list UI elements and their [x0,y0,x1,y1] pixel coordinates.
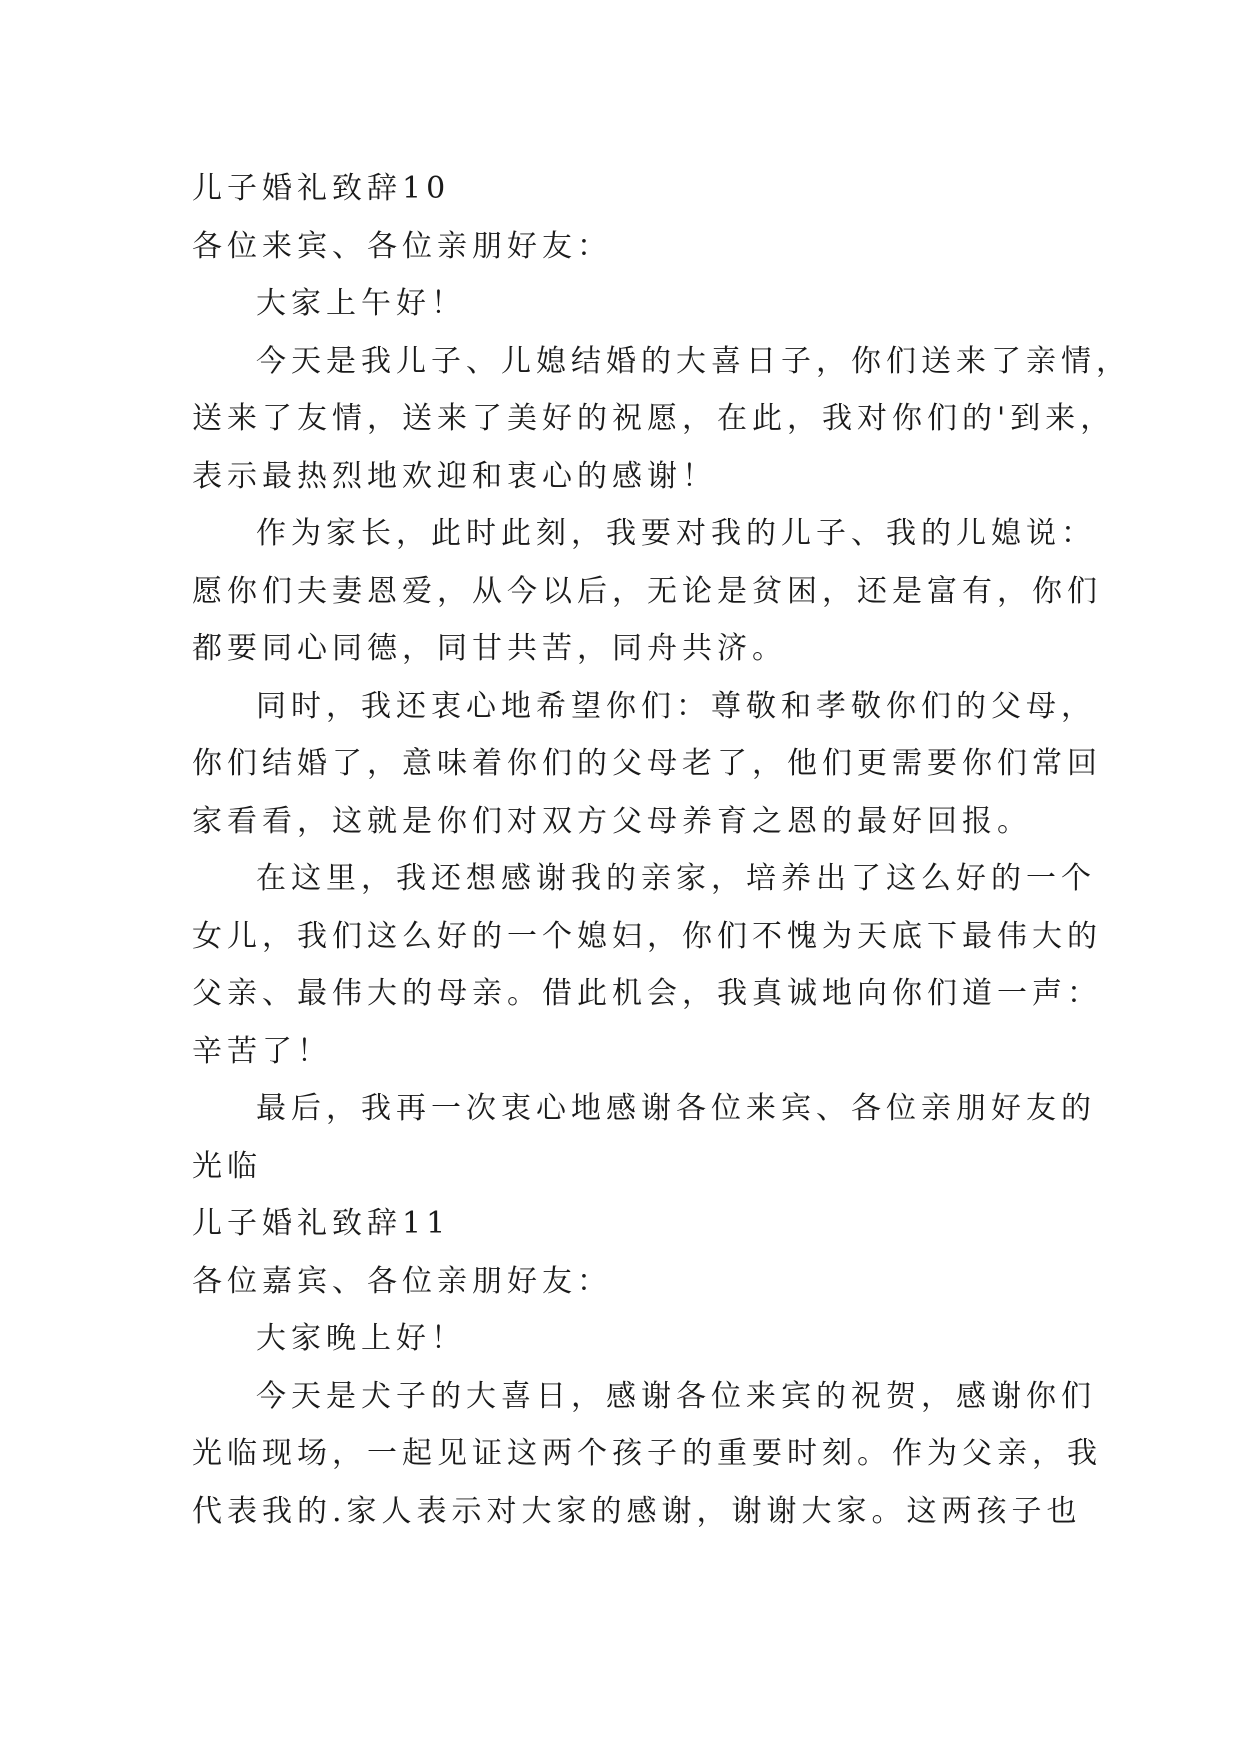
document-body [192,160,1131,1540]
paragraph-line: 你们结婚了，意味着你们的父母老了，他们更需要你们常回 [192,746,1102,781]
paragraph-line: 表示最热烈地欢迎和衷心的感谢！ [192,458,717,494]
paragraph-line: 光临 [192,1148,262,1184]
paragraph-line: 今天是我儿子、儿媳结婚的大喜日子，你们送来了亲情， [256,343,1131,379]
greeting: 大家晚上好！ [256,1321,466,1356]
paragraph-line: 女儿，我们这么好的一个媳妇，你们不愧为天底下最伟大的 [192,918,1102,954]
paragraph-line: 最后，我再一次衷心地感谢各位来宾、各位亲朋好友的 [256,1091,1096,1126]
salutation: 各位嘉宾、各位亲朋好友： [192,1263,612,1299]
section-title-11: 儿子婚礼致辞11 [192,1206,451,1241]
paragraph-line: 家看看，这就是你们对双方父母养育之恩的最好回报。 [192,803,1032,839]
section-title-10: 儿子婚礼致辞10 [192,171,451,206]
paragraph-line: 辛苦了！ [192,1033,332,1069]
paragraph-line: 都要同心同德，同甘共苦，同舟共济。 [192,631,787,666]
paragraph-line: 光临现场，一起见证这两个孩子的重要时刻。作为父亲，我 [192,1436,1102,1471]
paragraph-line: 作为家长，此时此刻，我要对我的儿子、我的儿媳说： [256,516,1096,551]
paragraph-line: 在这里，我还想感谢我的亲家，培养出了这么好的一个 [256,861,1096,896]
salutation: 各位来宾、各位亲朋好友： [192,228,612,264]
paragraph-line: 送来了友情，送来了美好的祝愿，在此，我对你们的'到来， [192,401,1116,436]
paragraph-line: 同时，我还衷心地希望你们：尊敬和孝敬你们的父母， [256,688,1096,724]
paragraph-line: 代表我的.家人表示对大家的感谢，谢谢大家。这两孩子也 [192,1493,1082,1529]
greeting: 大家上午好！ [256,286,466,321]
paragraph-line: 父亲、最伟大的母亲。借此机会，我真诚地向你们道一声： [192,976,1102,1011]
paragraph-line: 愿你们夫妻恩爱，从今以后，无论是贫困，还是富有，你们 [192,573,1102,609]
paragraph-line: 今天是犬子的大喜日，感谢各位来宾的祝贺，感谢你们 [256,1378,1096,1414]
